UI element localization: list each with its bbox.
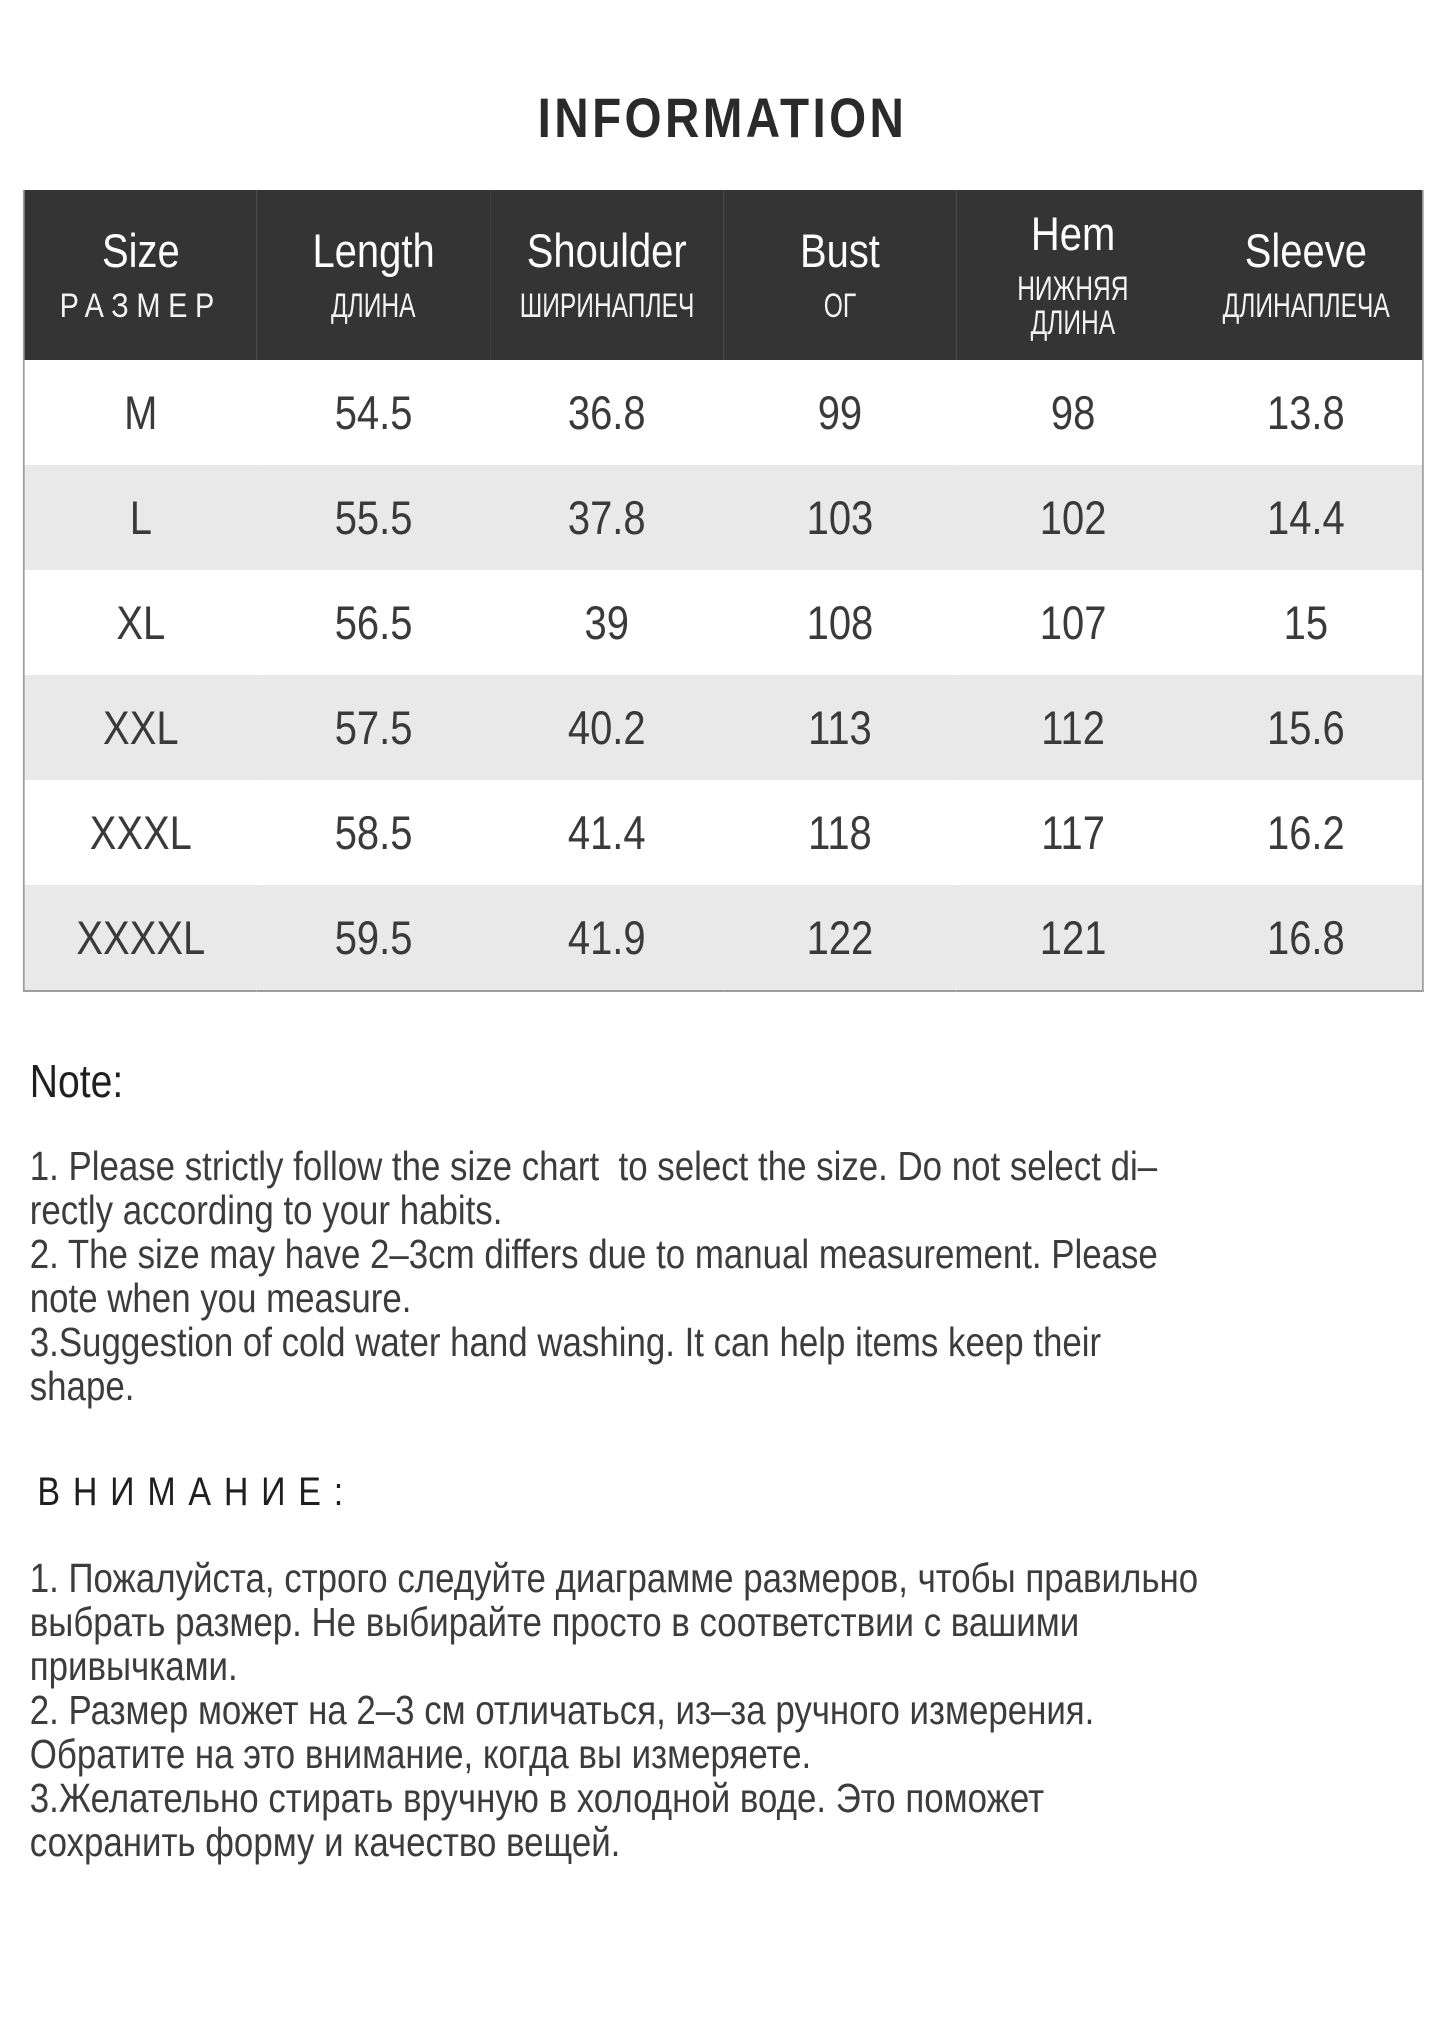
table-cell: M xyxy=(124,386,158,439)
table-cell: 54.5 xyxy=(334,386,413,439)
table-cell: 16.8 xyxy=(1266,911,1345,964)
note-line: привычками. xyxy=(29,1643,238,1689)
header-label-en: Shoulder xyxy=(526,224,687,277)
table-cell: 16.2 xyxy=(1266,806,1345,859)
table-cell: 108 xyxy=(806,596,874,649)
table-cell: 39 xyxy=(584,596,629,649)
note-line: note when you measure. xyxy=(29,1275,412,1321)
table-cell: XXXXL xyxy=(76,911,206,964)
table-cell: 112 xyxy=(1041,701,1105,754)
note-line: 1. Пожалуйста, строго следуйте диаграмме размеров, чтобы правильно xyxy=(29,1555,1199,1601)
table-cell: 99 xyxy=(817,386,863,439)
header-cell-shoulder xyxy=(490,190,723,360)
table-cell: 13.8 xyxy=(1266,386,1345,439)
table-cell: 41.9 xyxy=(567,911,646,964)
notes-ru xyxy=(30,1556,1445,1864)
page-title: INFORMATION xyxy=(537,86,908,149)
note-line: 3.Suggestion of cold water hand washing. It can help items keep their xyxy=(29,1319,1102,1365)
header-label-en: Length xyxy=(312,224,435,277)
table-cell: XXL xyxy=(103,701,179,754)
header-label-ru: РАЗМЕР xyxy=(59,287,222,325)
table-cell: 40.2 xyxy=(567,701,646,754)
row-l xyxy=(24,465,1423,570)
table-cell: 118 xyxy=(808,806,872,859)
header-row xyxy=(24,190,1423,360)
table-body xyxy=(24,360,1423,991)
row-xl xyxy=(24,570,1423,675)
header-label-en: Bust xyxy=(799,224,880,277)
table-cell: 15.6 xyxy=(1266,701,1345,754)
table-cell: 55.5 xyxy=(334,491,413,544)
note-line: rectly according to your habits. xyxy=(29,1187,503,1233)
header-cell-hem xyxy=(957,190,1190,360)
note-line: 3.Желательно стирать вручную в холодной воде. Это поможет xyxy=(29,1775,1045,1821)
note-line: 2. Размер может на 2–3 см отличаться, из–за ручного измерения. xyxy=(29,1687,1095,1733)
table-cell: 41.4 xyxy=(567,806,646,859)
table-cell: 59.5 xyxy=(334,911,413,964)
table-cell: XL xyxy=(116,596,166,649)
note-line: 2. The size may have 2–3cm differs due to manual measurement. Please xyxy=(29,1231,1158,1277)
row-xxxl xyxy=(24,780,1423,885)
note-line: 1. Please strictly follow the size chart to select the size. Do not select di– xyxy=(29,1143,1158,1189)
table-cell: L xyxy=(129,491,152,544)
row-xxxxl xyxy=(24,885,1423,991)
table-cell: 36.8 xyxy=(567,386,646,439)
note-line: сохранить форму и качество вещей. xyxy=(29,1819,621,1865)
header-cell-sleeve xyxy=(1190,190,1423,360)
size-chart-table xyxy=(23,190,1424,992)
table-cell: 102 xyxy=(1039,491,1107,544)
header-label-en: Size xyxy=(101,224,180,277)
header-label-en: Hem xyxy=(1030,207,1116,260)
table-cell: 58.5 xyxy=(334,806,413,859)
header-label-ru: ШИРИНАПЛЕЧ xyxy=(519,287,695,325)
header-cell-length xyxy=(257,190,490,360)
table-cell: 121 xyxy=(1039,911,1107,964)
table-cell: XXXL xyxy=(89,806,192,859)
note-line: Обратите на это внимание, когда вы измеряете. xyxy=(29,1731,812,1777)
row-m xyxy=(24,360,1423,465)
table-cell: 117 xyxy=(1041,806,1105,859)
note-line: shape. xyxy=(29,1363,135,1409)
header-cell-bust xyxy=(723,190,956,360)
table-cell: 98 xyxy=(1050,386,1096,439)
notes-en-heading: Note: xyxy=(29,1055,124,1107)
table-cell: 103 xyxy=(806,491,874,544)
header-cell-size xyxy=(24,190,257,360)
table-header xyxy=(24,190,1423,360)
table-cell: 113 xyxy=(808,701,872,754)
table-cell: 122 xyxy=(806,911,874,964)
note-line: выбрать размер. Не выбирайте просто в соответствии с вашими xyxy=(29,1599,1080,1645)
header-label-ru: ДЛИНА xyxy=(331,287,416,325)
table-cell: 15 xyxy=(1283,596,1329,649)
table-cell: 56.5 xyxy=(334,596,413,649)
table-cell: 57.5 xyxy=(334,701,413,754)
header-label-ru: НИЖНЯЯ ДЛИНА xyxy=(1017,270,1129,342)
table-cell: 37.8 xyxy=(567,491,646,544)
table-cell: 107 xyxy=(1039,596,1107,649)
header-label-ru: ОГ xyxy=(823,287,857,325)
notes-ru-heading: ВНИМАНИЕ: xyxy=(37,1470,356,1514)
table-cell: 14.4 xyxy=(1266,491,1345,544)
header-label-ru: ДЛИНАПЛЕЧА xyxy=(1222,287,1390,325)
notes-en xyxy=(30,1144,1445,1408)
size-information-page xyxy=(0,86,1445,1865)
row-xxl xyxy=(24,675,1423,780)
header-label-en: Sleeve xyxy=(1244,224,1367,277)
